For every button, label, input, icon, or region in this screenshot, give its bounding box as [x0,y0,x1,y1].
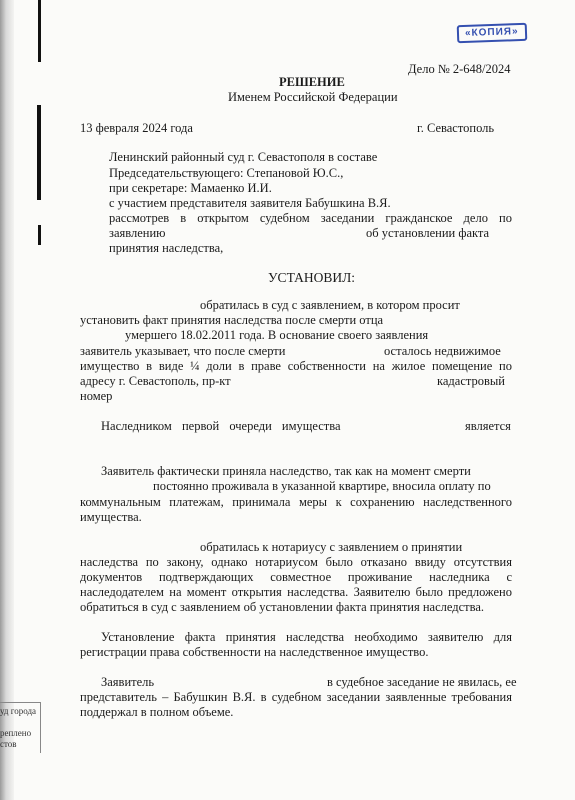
paragraph-line: является [465,419,511,433]
paragraph-line: в судебное заседание не явилась, ее [327,675,517,689]
decision-date: 13 февраля 2024 года [80,121,193,135]
document-subtitle: Именем Российской Федерации [228,90,398,104]
side-note: стов [0,739,17,749]
paragraph-line: Наследником первой очереди имущества [101,419,341,433]
paragraph-line: номер [80,389,113,403]
paragraph-line: заявитель указывает, что после смерти [80,344,286,358]
document-title: РЕШЕНИЕ [279,75,345,89]
paragraph-line: имущество в виде ¼ доли в праве собственности на жилое помещение по [80,359,512,373]
intro-line: с участием представителя заявителя Бабушкина В.Я. [109,196,391,210]
paragraph-line: обратиться в суд с заявлением об установлении факта принятия наследства. [80,600,485,614]
page-edge-shadow [0,0,14,800]
case-number: Дело № 2-648/2024 [408,62,511,76]
paragraph-line: имущества. [80,510,142,524]
binding-mark [38,0,41,62]
intro-line: рассмотрев в открытом судебном заседании гражданское дело по [109,211,512,225]
binding-mark [37,105,41,200]
intro-line: Председательствующего: Степановой Ю.С., [109,166,344,180]
paragraph-line: регистрации права собственности на наследственное имущество. [80,645,429,659]
intro-line: Ленинский районный суд г. Севастополя в составе [109,150,378,164]
paragraph-line: обратилась в суд с заявлением, в котором просит [200,298,460,312]
paragraph-line: Установление факта принятия наследства необходимо заявителю для [101,630,512,644]
side-note: уд города [0,706,37,716]
paragraph-line: установить факт принятия наследства после смерти отца [80,313,384,327]
paragraph-line: представитель – Бабушкин В.Я. в судебном заседании заявленные требования [80,690,512,704]
paragraph-line: наследодателем на момент открытия наследства. Заявителю было предложено [80,585,512,599]
paragraph-line: коммунальным платежам, принимала меры к сохранению наследственного [80,495,512,509]
paragraph-line: Заявитель [101,675,155,689]
intro-line: заявлению [109,226,166,240]
side-note: реплено [0,728,32,738]
paragraph-line: документов подтверждающих совместное проживание наследника с [80,570,512,584]
intro-line: об установлении факта [366,226,490,240]
binding-mark [38,225,41,245]
intro-line: принятия наследства, [109,241,224,255]
paragraph-line: наследства по закону, однако нотариусом было отказано ввиду отсутствия [80,555,512,569]
paragraph-line: адресу г. Севастополь, пр-кт [80,374,231,388]
paragraph-line: постоянно проживала в указанной квартире, вносила оплату по [153,479,491,493]
copy-stamp: «КОПИЯ» [457,23,527,43]
paragraph-line: Заявитель фактически приняла наследство, так как на момент смерти [101,464,471,478]
section-heading: УСТАНОВИЛ: [268,270,356,285]
paragraph-line: поддержал в полном объеме. [80,705,234,719]
paragraph-line: осталось недвижимое [384,344,501,358]
paragraph-line: умершего 18.02.2011 года. В основание своего заявления [125,328,429,342]
paragraph-line: кадастровый [437,374,505,388]
paragraph-line: обратилась к нотариусу с заявлением о принятии [200,540,463,554]
decision-city: г. Севастополь [417,121,495,135]
intro-line: при секретаре: Мамаенко И.И. [109,181,272,195]
